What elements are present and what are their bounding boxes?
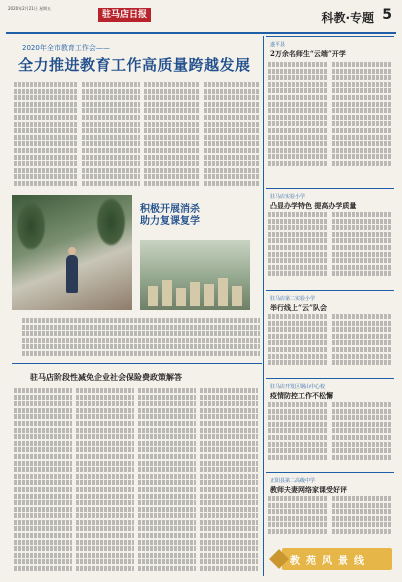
- rail-story-2: [266, 188, 394, 210]
- body-column-7: [138, 388, 196, 573]
- section-ribbon: [282, 548, 392, 570]
- rail-story-5-kicker: 正阳县第二高级中学: [270, 478, 316, 484]
- divider: [12, 363, 262, 364]
- section-name: 科教·专题: [321, 11, 374, 25]
- masthead: [6, 4, 396, 34]
- rail-col-5a: [268, 496, 328, 544]
- main-kicker: 2020年全市教育工作会——: [22, 44, 110, 52]
- body-column-4: [204, 82, 260, 190]
- rail-col-2a: [268, 212, 328, 284]
- rail-story-3-title: 举行线上“云”队会: [270, 303, 328, 312]
- disinfection-photo: [12, 195, 132, 310]
- rail-col-3a: [268, 314, 328, 370]
- column-divider: [263, 36, 264, 576]
- photo-caption: [22, 318, 260, 358]
- body-column-5: [14, 388, 72, 573]
- rail-col-4a: [268, 402, 328, 466]
- body-column-2: [82, 82, 140, 190]
- rail-story-5: [266, 472, 394, 494]
- ribbon-label: 教苑风景线: [290, 556, 370, 567]
- rail-col-4b: [332, 402, 392, 466]
- rail-col-3b: [332, 314, 392, 370]
- rail-col-5b: [332, 496, 392, 544]
- rail-story-3-kicker: 驻马店第二实验小学: [270, 296, 316, 302]
- rail-story-1: [266, 36, 394, 58]
- insurance-policy-headline: 驻马店阶段性减免企业社会保险费政策解答: [30, 372, 182, 382]
- main-headline: 全力推进教育工作高质量跨越发展: [18, 56, 251, 74]
- body-column-6: [76, 388, 134, 573]
- rail-story-2-title: 凸显办学特色 提高办学质量: [270, 201, 357, 210]
- body-column-1: [14, 82, 78, 190]
- page-number: 5: [382, 7, 392, 23]
- rail-story-5-title: 教师夫妻网络家课受好评: [270, 485, 347, 494]
- body-column-3: [144, 82, 200, 190]
- newspaper-logo: 驻马店日报: [98, 8, 151, 22]
- photo-title-line2: 助力复课复学: [140, 216, 200, 227]
- rail-story-4-kicker: 驻马店开发区钢山中心校: [270, 384, 326, 390]
- rail-story-4-title: 疫情防控工作不松懈: [270, 391, 333, 400]
- photo-title-line1: 积极开展消杀: [140, 204, 200, 215]
- rail-col-1a: [268, 62, 328, 172]
- rail-story-4: [266, 378, 394, 400]
- rail-story-1-title: 2万余名师生“云端”开学: [270, 49, 346, 58]
- rail-story-2-kicker: 驻马店实验小学: [270, 194, 306, 200]
- rail-story-1-kicker: 遂平县: [270, 42, 286, 48]
- classroom-photo: [140, 240, 250, 310]
- issue-date: 2020年2月21日 星期五: [8, 6, 52, 11]
- rail-story-3: [266, 290, 394, 312]
- rail-col-2b: [332, 212, 392, 284]
- rail-col-1b: [332, 62, 392, 172]
- body-column-8: [200, 388, 258, 573]
